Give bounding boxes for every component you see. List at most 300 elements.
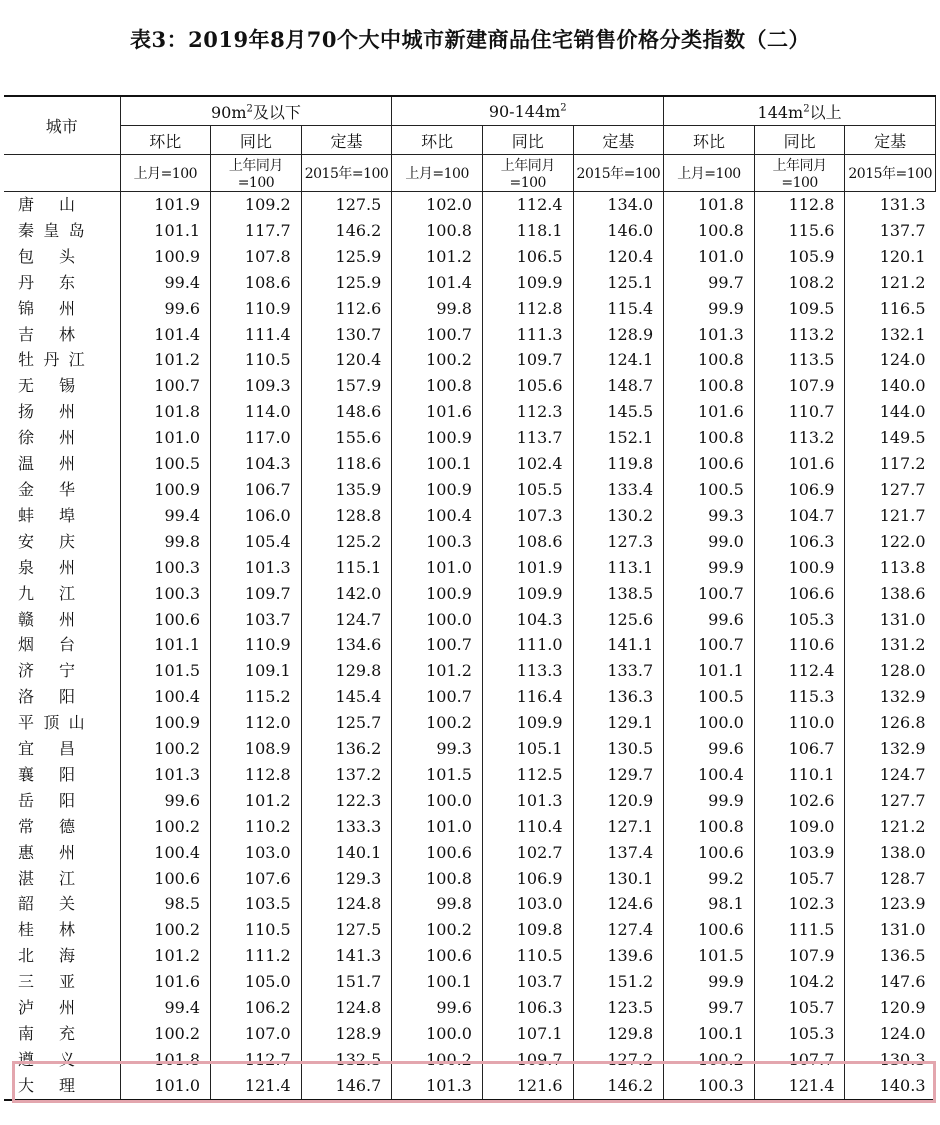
value-cell: 101.2 (211, 788, 302, 814)
value-cell: 103.5 (211, 891, 302, 917)
table-row (4, 995, 936, 1021)
value-cell: 140.0 (845, 373, 936, 399)
city-name-cell (4, 244, 120, 270)
sub-header-mom: 环比 (664, 126, 755, 155)
city-name: 三 亚 (18, 972, 76, 992)
value-cell: 120.4 (301, 347, 392, 373)
value-cell: 101.4 (120, 322, 211, 348)
value-cell: 99.6 (664, 736, 755, 762)
value-cell: 146.2 (301, 218, 392, 244)
table-row (4, 425, 936, 451)
city-name: 泉 州 (18, 557, 76, 577)
value-cell: 157.9 (301, 373, 392, 399)
value-cell: 105.7 (754, 995, 845, 1021)
value-cell: 109.9 (482, 710, 573, 736)
city-name-cell (4, 529, 120, 555)
value-cell: 119.8 (573, 451, 664, 477)
city-name: 湛 江 (18, 868, 76, 888)
value-cell: 125.1 (573, 270, 664, 296)
value-cell: 115.6 (754, 218, 845, 244)
value-cell: 103.0 (482, 891, 573, 917)
value-cell: 101.5 (664, 943, 755, 969)
value-cell: 99.6 (120, 296, 211, 322)
value-cell: 100.5 (664, 477, 755, 503)
value-cell: 100.2 (120, 1021, 211, 1047)
value-cell: 100.2 (392, 710, 483, 736)
value-cell: 100.3 (120, 555, 211, 581)
units-city-spacer (4, 155, 120, 192)
value-cell: 102.4 (482, 451, 573, 477)
value-cell: 110.9 (211, 632, 302, 658)
value-cell: 106.6 (754, 581, 845, 607)
city-column-header: 城市 (4, 96, 120, 155)
sub-header-mom: 环比 (392, 126, 483, 155)
value-cell: 111.2 (211, 943, 302, 969)
table-row (4, 1047, 936, 1073)
city-name-cell (4, 736, 120, 762)
value-cell: 100.6 (120, 866, 211, 892)
value-cell: 128.7 (845, 866, 936, 892)
city-name: 吉 林 (18, 324, 76, 344)
value-cell: 110.5 (211, 917, 302, 943)
value-cell: 100.7 (120, 373, 211, 399)
value-cell: 100.4 (120, 684, 211, 710)
value-cell: 131.3 (845, 192, 936, 218)
unit-mom: 上月=100 (664, 155, 755, 192)
value-cell: 109.3 (211, 373, 302, 399)
value-cell: 113.5 (754, 347, 845, 373)
value-cell: 127.5 (301, 917, 392, 943)
value-cell: 123.5 (573, 995, 664, 1021)
value-cell: 108.6 (482, 529, 573, 555)
city-name-cell (4, 503, 120, 529)
value-cell: 101.9 (482, 555, 573, 581)
value-cell: 118.1 (482, 218, 573, 244)
table-body (4, 192, 936, 1100)
value-cell: 122.0 (845, 529, 936, 555)
city-name: 温 州 (18, 454, 76, 474)
value-cell: 128.0 (845, 658, 936, 684)
value-cell: 107.6 (211, 866, 302, 892)
value-cell: 129.1 (573, 710, 664, 736)
unit-mom: 上月=100 (120, 155, 211, 192)
value-cell: 107.3 (482, 503, 573, 529)
value-cell: 129.8 (301, 658, 392, 684)
group-header-medium: $90-144m^2$ (392, 96, 664, 126)
value-cell: 134.6 (301, 632, 392, 658)
group-header-small: $90m^2$及以下 (120, 96, 392, 126)
value-cell: 100.4 (392, 503, 483, 529)
value-cell: 145.4 (301, 684, 392, 710)
value-cell: 111.3 (482, 322, 573, 348)
value-cell: 101.2 (392, 244, 483, 270)
value-cell: 100.2 (392, 347, 483, 373)
table-row (4, 917, 936, 943)
sub-header-yoy: 同比 (482, 126, 573, 155)
value-cell: 99.7 (664, 995, 755, 1021)
value-cell: 131.0 (845, 607, 936, 633)
value-cell: 101.1 (120, 218, 211, 244)
value-cell: 151.2 (573, 969, 664, 995)
value-cell: 136.5 (845, 943, 936, 969)
table-row (4, 581, 936, 607)
table-row (4, 1073, 936, 1100)
value-cell: 100.9 (392, 425, 483, 451)
unit-base: 2015年=100 (301, 155, 392, 192)
value-cell: 138.0 (845, 840, 936, 866)
value-cell: 137.2 (301, 762, 392, 788)
value-cell: 124.8 (301, 995, 392, 1021)
value-cell: 129.7 (573, 762, 664, 788)
value-cell: 99.8 (392, 296, 483, 322)
value-cell: 127.4 (573, 917, 664, 943)
value-cell: 125.9 (301, 270, 392, 296)
price-index-table (4, 95, 936, 1101)
value-cell: 139.6 (573, 943, 664, 969)
value-cell: 101.3 (482, 788, 573, 814)
value-cell: 121.6 (482, 1073, 573, 1100)
value-cell: 137.7 (845, 218, 936, 244)
value-cell: 105.7 (754, 866, 845, 892)
value-cell: 132.9 (845, 684, 936, 710)
value-cell: 105.9 (754, 244, 845, 270)
value-cell: 115.4 (573, 296, 664, 322)
value-cell: 112.4 (754, 658, 845, 684)
city-name: 泸 州 (18, 998, 76, 1018)
value-cell: 130.7 (301, 322, 392, 348)
value-cell: 100.9 (754, 555, 845, 581)
value-cell: 128.8 (301, 503, 392, 529)
value-cell: 103.7 (482, 969, 573, 995)
value-cell: 100.2 (392, 917, 483, 943)
value-cell: 100.0 (664, 710, 755, 736)
value-cell: 106.5 (482, 244, 573, 270)
value-cell: 149.5 (845, 425, 936, 451)
value-cell: 100.2 (120, 917, 211, 943)
value-cell: 125.6 (573, 607, 664, 633)
table-row (4, 1021, 936, 1047)
value-cell: 127.7 (845, 788, 936, 814)
value-cell: 101.8 (120, 399, 211, 425)
city-name: 金 华 (18, 479, 76, 499)
value-cell: 118.6 (301, 451, 392, 477)
value-cell: 137.4 (573, 840, 664, 866)
value-cell: 107.0 (211, 1021, 302, 1047)
value-cell: 100.8 (664, 218, 755, 244)
city-name: 南 充 (18, 1024, 76, 1043)
value-cell: 124.1 (573, 347, 664, 373)
value-cell: 105.5 (482, 477, 573, 503)
city-name-cell (4, 296, 120, 322)
value-cell: 132.5 (301, 1047, 392, 1073)
value-cell: 101.4 (392, 270, 483, 296)
city-name: 北 海 (18, 946, 76, 966)
table-row (4, 503, 936, 529)
value-cell: 109.0 (754, 814, 845, 840)
value-cell: 100.8 (392, 373, 483, 399)
value-cell: 109.9 (482, 270, 573, 296)
value-cell: 121.7 (845, 503, 936, 529)
value-cell: 115.2 (211, 684, 302, 710)
value-cell: 131.2 (845, 632, 936, 658)
value-cell: 101.6 (754, 451, 845, 477)
table-row (4, 218, 936, 244)
value-cell: 99.4 (120, 503, 211, 529)
value-cell: 112.8 (482, 296, 573, 322)
city-name-cell (4, 1021, 120, 1047)
city-name: 包 头 (18, 246, 76, 266)
value-cell: 100.4 (120, 840, 211, 866)
value-cell: 125.2 (301, 529, 392, 555)
city-name-cell (4, 451, 120, 477)
value-cell: 107.9 (754, 943, 845, 969)
table-row (4, 555, 936, 581)
value-cell: 148.6 (301, 399, 392, 425)
city-name-cell (4, 814, 120, 840)
value-cell: 136.2 (301, 736, 392, 762)
value-cell: 111.4 (211, 322, 302, 348)
table-row (4, 607, 936, 633)
value-cell: 99.3 (392, 736, 483, 762)
value-cell: 138.6 (845, 581, 936, 607)
table-row (4, 710, 936, 736)
value-cell: 100.8 (392, 866, 483, 892)
value-cell: 124.7 (301, 607, 392, 633)
value-cell: 99.0 (664, 529, 755, 555)
value-cell: 113.2 (754, 322, 845, 348)
value-cell: 122.3 (301, 788, 392, 814)
table-row (4, 192, 936, 218)
value-cell: 120.4 (573, 244, 664, 270)
value-cell: 110.0 (754, 710, 845, 736)
value-cell: 106.3 (482, 995, 573, 1021)
table-row (4, 840, 936, 866)
table-row (4, 244, 936, 270)
value-cell: 100.7 (664, 581, 755, 607)
value-cell: 131.0 (845, 917, 936, 943)
value-cell: 117.2 (845, 451, 936, 477)
sub-header-yoy: 同比 (754, 126, 845, 155)
value-cell: 102.6 (754, 788, 845, 814)
value-cell: 100.3 (120, 581, 211, 607)
value-cell: 104.7 (754, 503, 845, 529)
value-cell: 121.4 (211, 1073, 302, 1100)
value-cell: 155.6 (301, 425, 392, 451)
city-name-cell (4, 373, 120, 399)
city-name: 襄 阳 (18, 764, 76, 784)
value-cell: 106.9 (482, 866, 573, 892)
value-cell: 135.9 (301, 477, 392, 503)
value-cell: 142.0 (301, 581, 392, 607)
value-cell: 99.6 (392, 995, 483, 1021)
value-cell: 115.1 (301, 555, 392, 581)
city-name: 济 宁 (18, 661, 76, 681)
value-cell: 130.5 (573, 736, 664, 762)
value-cell: 100.2 (120, 814, 211, 840)
city-name-cell (4, 477, 120, 503)
city-name: 韶 关 (18, 894, 76, 914)
value-cell: 100.9 (392, 581, 483, 607)
city-name: 安 庆 (18, 531, 76, 551)
city-name-cell (4, 995, 120, 1021)
value-cell: 109.5 (754, 296, 845, 322)
value-cell: 99.9 (664, 296, 755, 322)
value-cell: 120.9 (573, 788, 664, 814)
unit-base: 2015年=100 (573, 155, 664, 192)
value-cell: 100.1 (392, 451, 483, 477)
value-cell: 101.2 (392, 658, 483, 684)
city-name: 宜 昌 (18, 739, 76, 759)
value-cell: 100.2 (664, 1047, 755, 1073)
unit-base: 2015年=100 (845, 155, 936, 192)
value-cell: 100.0 (392, 607, 483, 633)
table-row (4, 399, 936, 425)
table-row (4, 347, 936, 373)
value-cell: 100.7 (392, 322, 483, 348)
value-cell: 100.4 (664, 762, 755, 788)
value-cell: 109.8 (482, 917, 573, 943)
city-name-cell (4, 891, 120, 917)
value-cell: 101.6 (120, 969, 211, 995)
table-row (4, 477, 936, 503)
value-cell: 105.0 (211, 969, 302, 995)
value-cell: 106.2 (211, 995, 302, 1021)
value-cell: 124.6 (573, 891, 664, 917)
value-cell: 99.9 (664, 969, 755, 995)
value-cell: 112.0 (211, 710, 302, 736)
sub-header-yoy: 同比 (211, 126, 302, 155)
city-name-cell (4, 632, 120, 658)
value-cell: 100.6 (392, 943, 483, 969)
city-name-cell (4, 969, 120, 995)
value-cell: 101.1 (664, 658, 755, 684)
value-cell: 101.5 (120, 658, 211, 684)
value-cell: 100.8 (392, 218, 483, 244)
value-cell: 107.7 (754, 1047, 845, 1073)
city-name: 蚌 埠 (18, 505, 76, 525)
value-cell: 101.5 (392, 762, 483, 788)
value-cell: 120.1 (845, 244, 936, 270)
city-name-cell (4, 218, 120, 244)
value-cell: 128.9 (573, 322, 664, 348)
value-cell: 151.7 (301, 969, 392, 995)
table-row (4, 684, 936, 710)
value-cell: 112.4 (482, 192, 573, 218)
value-cell: 100.2 (392, 1047, 483, 1073)
city-name: 赣 州 (18, 609, 76, 629)
value-cell: 101.3 (392, 1073, 483, 1100)
value-cell: 117.0 (211, 425, 302, 451)
value-cell: 102.7 (482, 840, 573, 866)
value-cell: 108.9 (211, 736, 302, 762)
value-cell: 100.5 (120, 451, 211, 477)
value-cell: 127.2 (573, 1047, 664, 1073)
value-cell: 108.6 (211, 270, 302, 296)
city-name-cell (4, 1047, 120, 1073)
city-name-cell (4, 270, 120, 296)
value-cell: 99.6 (120, 788, 211, 814)
value-cell: 121.2 (845, 814, 936, 840)
value-cell: 100.5 (664, 684, 755, 710)
city-name: 烟 台 (18, 635, 76, 655)
table-row (4, 891, 936, 917)
value-cell: 130.1 (573, 866, 664, 892)
value-cell: 132.1 (845, 322, 936, 348)
value-cell: 99.4 (120, 270, 211, 296)
value-cell: 152.1 (573, 425, 664, 451)
sub-header-mom: 环比 (120, 126, 211, 155)
value-cell: 105.3 (754, 607, 845, 633)
value-cell: 120.9 (845, 995, 936, 1021)
city-name-cell (4, 322, 120, 348)
value-cell: 110.5 (211, 347, 302, 373)
value-cell: 108.2 (754, 270, 845, 296)
city-name-cell (4, 840, 120, 866)
value-cell: 140.1 (301, 840, 392, 866)
value-cell: 125.7 (301, 710, 392, 736)
unit-yoy: 上年同月=100 (754, 155, 845, 192)
value-cell: 125.9 (301, 244, 392, 270)
value-cell: 101.8 (664, 192, 755, 218)
value-cell: 116.5 (845, 296, 936, 322)
city-name: 秦 皇 岛 (18, 220, 85, 240)
table-row (4, 814, 936, 840)
value-cell: 101.2 (120, 347, 211, 373)
table-row (4, 322, 936, 348)
table-row (4, 451, 936, 477)
sub-header-base: 定基 (845, 126, 936, 155)
value-cell: 100.9 (120, 477, 211, 503)
value-cell: 100.8 (664, 425, 755, 451)
value-cell: 101.3 (211, 555, 302, 581)
city-name-cell (4, 607, 120, 633)
table-row (4, 529, 936, 555)
group-header-large: $144m^2$以上 (664, 96, 936, 126)
value-cell: 99.8 (120, 529, 211, 555)
city-name-cell (4, 684, 120, 710)
value-cell: 100.8 (664, 373, 755, 399)
table-row (4, 632, 936, 658)
value-cell: 110.1 (754, 762, 845, 788)
city-name: 无 锡 (18, 376, 76, 396)
value-cell: 124.8 (301, 891, 392, 917)
value-cell: 105.4 (211, 529, 302, 555)
city-name: 遵 义 (18, 1049, 76, 1069)
table-row (4, 943, 936, 969)
value-cell: 109.7 (211, 581, 302, 607)
value-cell: 110.2 (211, 814, 302, 840)
city-name: 常 德 (18, 816, 76, 836)
value-cell: 106.0 (211, 503, 302, 529)
value-cell: 99.6 (664, 607, 755, 633)
value-cell: 101.0 (664, 244, 755, 270)
value-cell: 110.7 (754, 399, 845, 425)
value-cell: 129.8 (573, 1021, 664, 1047)
value-cell: 126.8 (845, 710, 936, 736)
value-cell: 100.6 (664, 917, 755, 943)
value-cell: 104.2 (754, 969, 845, 995)
sub-header-row (4, 126, 936, 155)
value-cell: 101.2 (120, 943, 211, 969)
table-row (4, 658, 936, 684)
table-row (4, 788, 936, 814)
city-name-cell (4, 917, 120, 943)
value-cell: 99.3 (664, 503, 755, 529)
unit-mom: 上月=100 (392, 155, 483, 192)
value-cell: 113.2 (754, 425, 845, 451)
value-cell: 111.0 (482, 632, 573, 658)
value-cell: 109.7 (482, 347, 573, 373)
